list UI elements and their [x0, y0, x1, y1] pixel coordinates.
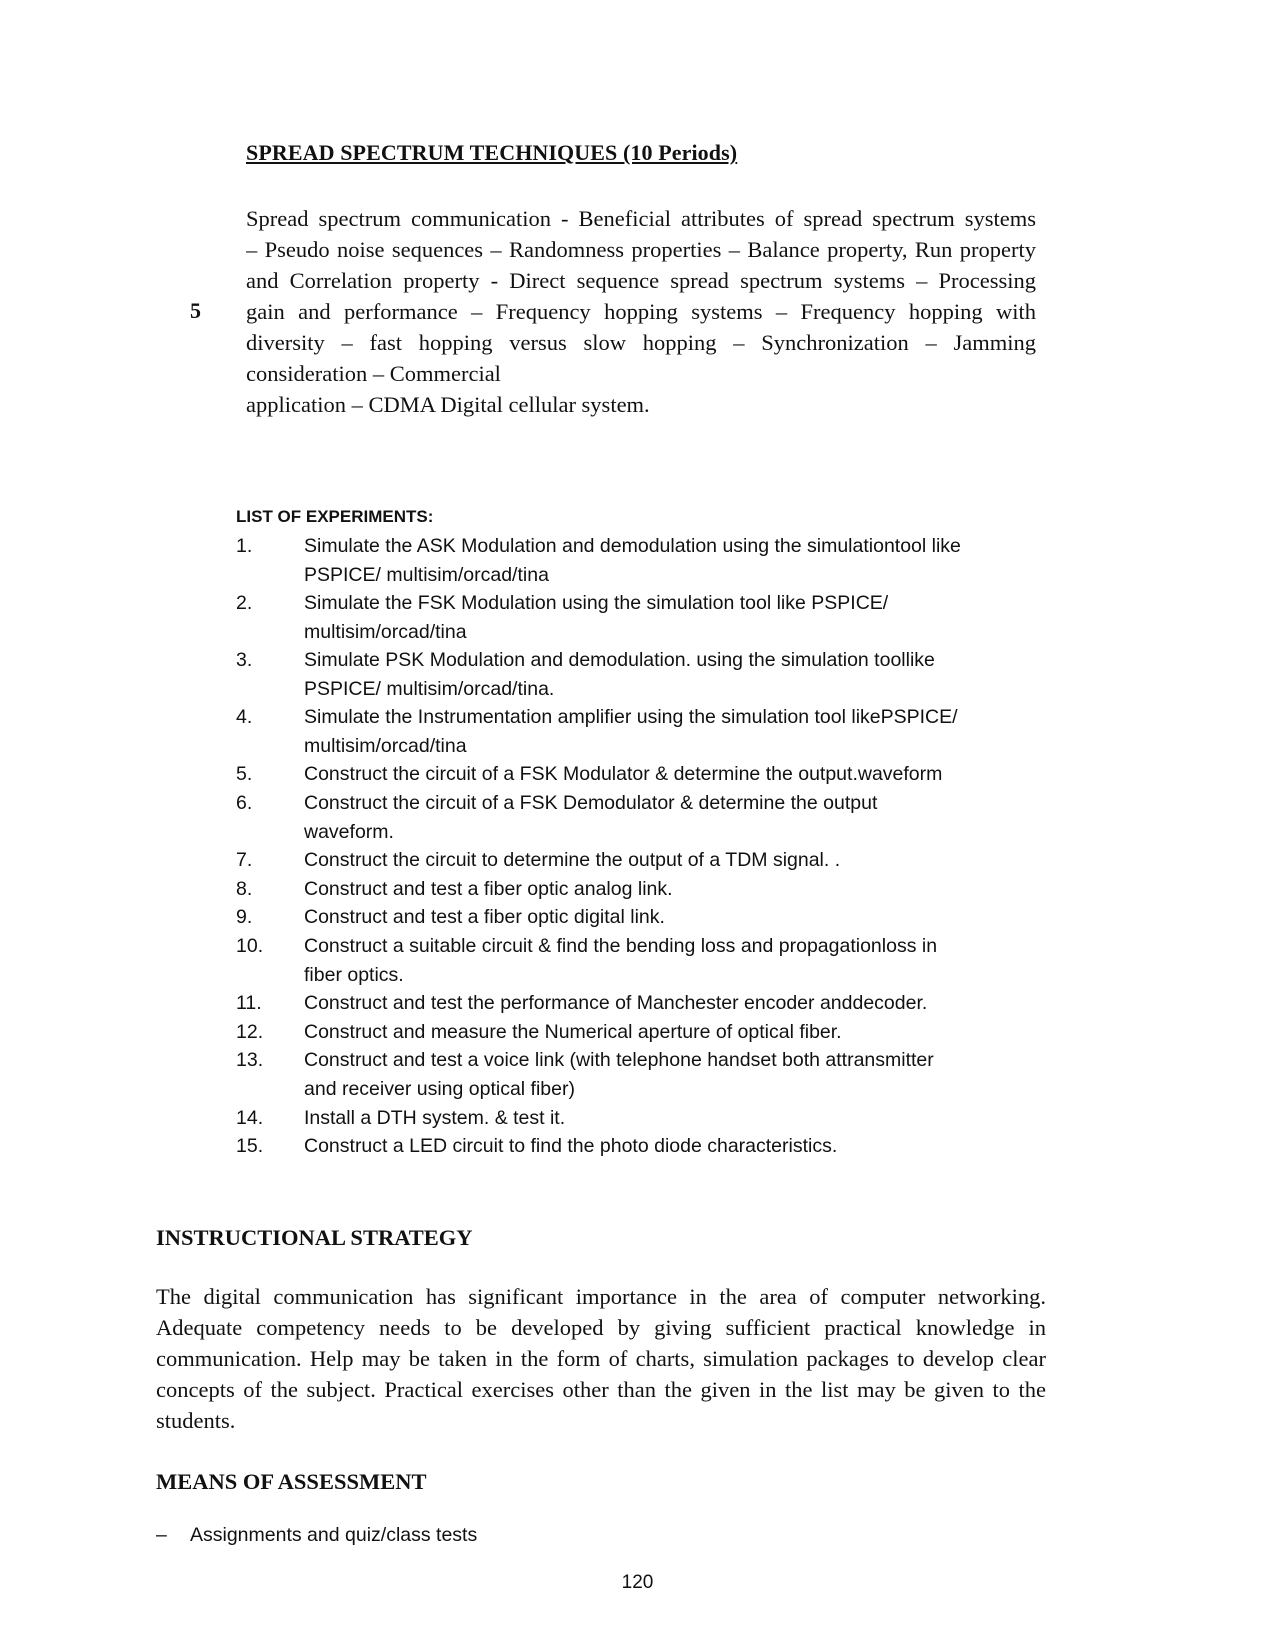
experiment-number: 5. — [236, 763, 253, 785]
experiment-text: Construct and test a fiber optic analog link. — [304, 878, 673, 900]
unit-content-line: Spread spectrum communication - Beneficial attributes of spread spectrum systems — [246, 206, 1036, 231]
page-number: 120 — [621, 1572, 654, 1593]
experiment-text: Construct the circuit of a FSK Modulator & determine the output.waveform — [304, 763, 943, 785]
experiment-number: 1. — [236, 535, 253, 557]
experiment-text: Construct a suitable circuit & find the bending loss and propagationloss in fiber optics. — [304, 935, 938, 986]
bullet-dash: – — [156, 1524, 167, 1546]
experiment-text: Simulate the ASK Modulation and demodulation using the simulationtool like PSPICE/ multisim/orcad/tina — [304, 535, 961, 586]
experiment-number: 14. — [236, 1107, 264, 1129]
experiment-text: Simulate PSK Modulation and demodulation. using the simulation toollike PSPICE/ multisim/orcad/tina. — [304, 649, 935, 700]
unit-content-line: diversity – fast hopping versus slow hopping – Synchronization – Jamming — [246, 330, 1036, 355]
unit-content-line: application – CDMA Digital cellular system. — [246, 392, 650, 417]
experiment-text: Construct and test the performance of Manchester encoder anddecoder. — [304, 992, 928, 1014]
experiment-number: 2. — [236, 592, 253, 614]
experiment-text: Construct and test a voice link (with telephone handset both attransmitter and receiver using optical fiber) — [304, 1049, 934, 1100]
experiment-text: Simulate the FSK Modulation using the simulation tool like PSPICE/ multisim/orcad/tina — [304, 592, 889, 643]
experiment-text: Construct the circuit to determine the output of a TDM signal. . — [304, 849, 841, 871]
experiment-number: 13. — [236, 1049, 264, 1071]
strategy-heading: INSTRUCTIONAL STRATEGY — [156, 1225, 473, 1250]
experiment-number: 9. — [236, 906, 253, 928]
experiment-number: 6. — [236, 792, 253, 814]
strategy-line: communication. Help may be taken in the form of charts, simulation packages to develop clear — [156, 1346, 1046, 1371]
experiment-text: Install a DTH system. & test it. — [304, 1107, 566, 1129]
experiment-number: 3. — [236, 649, 253, 671]
experiment-number: 7. — [236, 849, 253, 871]
experiment-number: 15. — [236, 1135, 264, 1157]
experiments-heading: LIST OF EXPERIMENTS: — [236, 507, 434, 526]
unit-heading: SPREAD SPECTRUM TECHNIQUES (10 Periods) — [246, 140, 738, 165]
unit-content-line: and Correlation property - Direct sequence spread spectrum systems – Processing — [246, 268, 1036, 293]
experiment-text: Construct the circuit of a FSK Demodulator & determine the output waveform. — [304, 792, 878, 843]
experiment-text: Simulate the Instrumentation amplifier using the simulation tool likePSPICE/ multisim/orcad/tina — [304, 706, 958, 757]
experiment-text: Construct a LED circuit to find the photo diode characteristics. — [304, 1135, 838, 1157]
unit-content-line: – Pseudo noise sequences – Randomness properties – Balance property, Run property — [246, 237, 1036, 262]
unit-content-line: gain and performance – Frequency hopping systems – Frequency hopping with — [246, 299, 1036, 324]
strategy-line: The digital communication has significant importance in the area of computer networking. — [156, 1284, 1046, 1309]
experiment-number: 12. — [236, 1021, 264, 1043]
strategy-line: Adequate competency needs to be developed by giving sufficient practical knowledge in — [156, 1315, 1046, 1340]
unit-content-line: consideration – Commercial — [246, 361, 501, 386]
assessment-item: Assignments and quiz/class tests — [190, 1524, 478, 1546]
experiment-number: 8. — [236, 878, 253, 900]
unit-number: 5 — [190, 298, 201, 323]
experiment-number: 11. — [236, 992, 262, 1014]
experiment-text: Construct and test a fiber optic digital link. — [304, 906, 665, 928]
experiment-number: 4. — [236, 706, 253, 728]
assessment-heading: MEANS OF ASSESSMENT — [156, 1469, 427, 1494]
experiment-number: 10. — [236, 935, 264, 957]
experiment-text: Construct and measure the Numerical aperture of optical fiber. — [304, 1021, 842, 1043]
strategy-line: students. — [156, 1408, 236, 1433]
strategy-line: concepts of the subject. Practical exercises other than the given in the list may be given to the — [156, 1377, 1046, 1402]
